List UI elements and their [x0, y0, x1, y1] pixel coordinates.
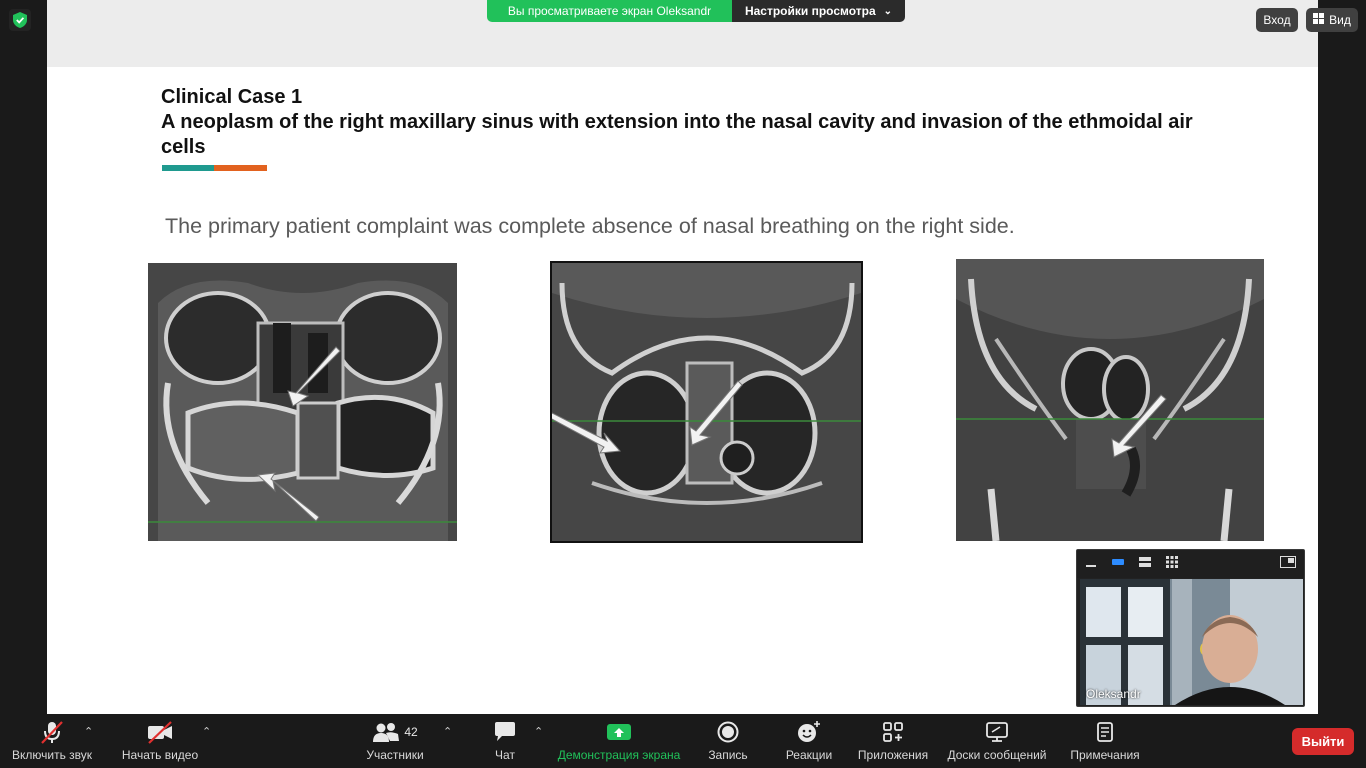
leave-meeting-button[interactable]: [1292, 728, 1354, 755]
chat-options-chevron-icon[interactable]: ⌃: [534, 726, 544, 738]
apps-icon: [882, 714, 904, 746]
whiteboard-label: Доски сообщений: [947, 748, 1047, 762]
chat-label: Чат: [495, 748, 515, 762]
chat-bubble-icon: [493, 714, 517, 746]
muted-mic-icon: [39, 714, 65, 746]
ct-scan-image-3: [956, 259, 1264, 541]
participants-options-chevron-icon[interactable]: ⌃: [443, 726, 453, 738]
participants-count: 42: [404, 725, 418, 739]
record-label: Запись: [708, 748, 748, 762]
whiteboard-button[interactable]: [944, 714, 1050, 768]
ct-scan-image-2: [550, 261, 863, 543]
record-button[interactable]: [704, 714, 752, 768]
view-options-button[interactable]: [732, 0, 905, 22]
self-view-panel: [1076, 549, 1305, 707]
viewing-screen-label: Вы просматриваете экран Oleksandr: [487, 0, 732, 22]
reactions-label: Реакции: [785, 748, 833, 762]
video-options-chevron-icon[interactable]: ⌃: [202, 726, 212, 738]
gallery-view-icon[interactable]: [1166, 555, 1178, 573]
video-off-icon: [146, 714, 174, 746]
slide-subtitle: The primary patient complaint was complete absence of nasal breathing on the right side.: [165, 214, 1015, 238]
share-screen-label: Демонстрация экрана: [557, 748, 681, 762]
unmute-button[interactable]: [10, 714, 94, 768]
slide-title-case: Clinical Case 1: [161, 86, 303, 108]
participant-video: [1080, 579, 1303, 705]
apps-label: Приложения: [857, 748, 929, 762]
notes-icon: [1095, 714, 1115, 746]
speaker-view-icon[interactable]: [1112, 555, 1124, 573]
leave-label: Выйти: [1301, 734, 1345, 749]
slide-title: [161, 85, 1201, 160]
slide-title-diagnosis: A neoplasm of the right maxillary sinus with extension into the nasal cavity and invasion of the ethmoidal air cells: [161, 111, 1193, 158]
security-shield-icon[interactable]: [9, 9, 31, 31]
pip-icon[interactable]: [1280, 555, 1296, 573]
participant-name-label: Oleksandr: [1086, 687, 1141, 701]
view-options-label: Настройки просмотра: [744, 4, 876, 18]
share-screen-button[interactable]: [556, 714, 682, 768]
chat-button[interactable]: [488, 714, 522, 768]
start-video-label: Начать видео: [121, 748, 199, 762]
title-accent-bar: [162, 165, 267, 171]
ct-scan-image-1: [148, 263, 457, 541]
accent-bar-orange: [214, 165, 267, 171]
participants-button[interactable]: [362, 714, 428, 768]
self-view-controls: [1077, 550, 1304, 578]
view-button[interactable]: [1306, 8, 1358, 32]
participants-icon: [372, 714, 417, 746]
screen-share-banner: [487, 0, 905, 22]
participants-label: Участники: [366, 748, 424, 762]
meeting-toolbar: [0, 714, 1366, 768]
apps-button[interactable]: [854, 714, 932, 768]
record-icon: [717, 714, 739, 746]
smiley-plus-icon: [796, 714, 822, 746]
minimize-icon[interactable]: [1085, 555, 1097, 573]
chevron-down-icon: ⌄: [883, 5, 893, 17]
grid-icon: [1313, 13, 1324, 27]
notes-button[interactable]: [1066, 714, 1144, 768]
view-label: Вид: [1329, 13, 1351, 27]
audio-options-chevron-icon[interactable]: ⌃: [84, 726, 94, 738]
accent-bar-teal: [162, 165, 214, 171]
start-video-button[interactable]: [120, 714, 200, 768]
signin-button[interactable]: [1256, 8, 1298, 32]
whiteboard-icon: [985, 714, 1009, 746]
notes-label: Примечания: [1070, 748, 1140, 762]
unmute-label: Включить звук: [11, 748, 93, 762]
share-screen-icon: [606, 714, 632, 746]
split-view-icon[interactable]: [1139, 555, 1151, 573]
signin-label: Вход: [1263, 13, 1291, 27]
reactions-button[interactable]: [782, 714, 836, 768]
